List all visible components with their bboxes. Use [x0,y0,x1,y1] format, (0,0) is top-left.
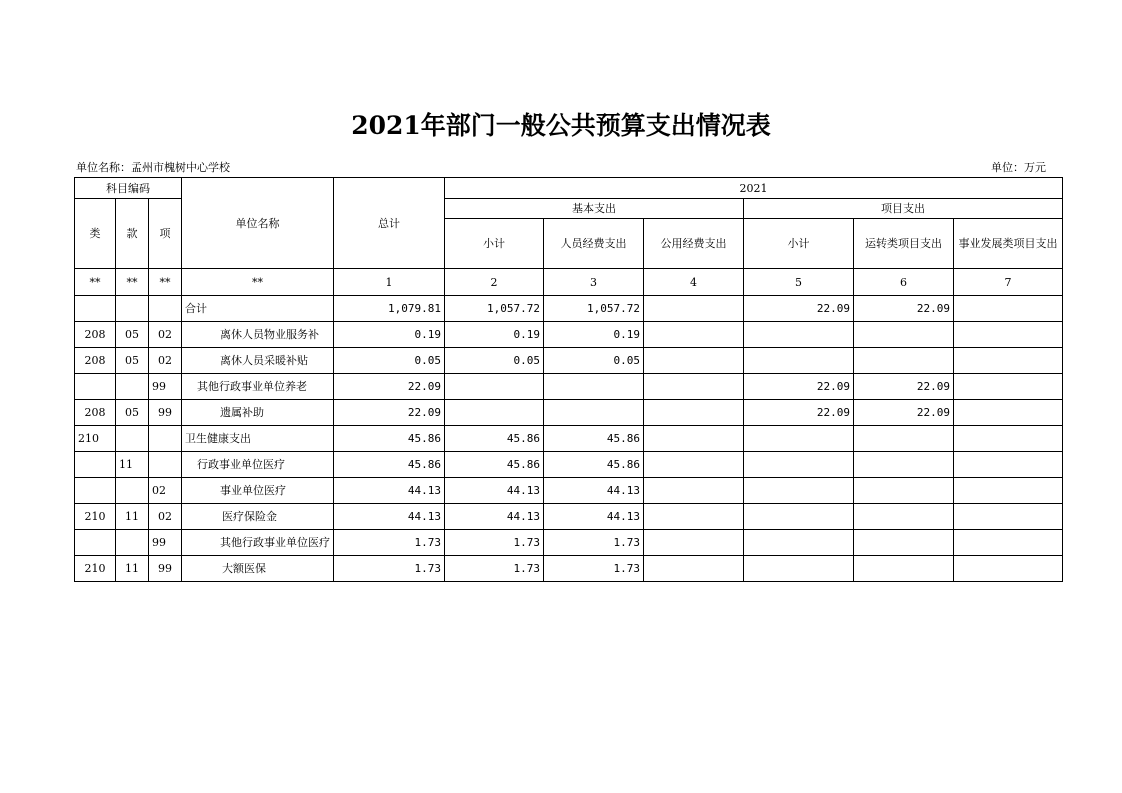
index-cell: 1 [334,269,445,296]
index-cell: 4 [644,269,744,296]
name-cell: 大额医保 [182,556,334,582]
personnel-cell [544,374,644,400]
code-xiang-cell: 02 [149,322,182,348]
personnel-cell: 44.13 [544,504,644,530]
header-public: 公用经费支出 [644,219,744,269]
header-project-subtotal: 小计 [744,219,854,269]
header-transport: 运转类项目支出 [854,219,954,269]
budget-table [74,177,1063,582]
total-cell: 1.73 [334,556,445,582]
basic-subtotal-cell: 1,057.72 [445,296,544,322]
name-cell: 离休人员采暖补贴 [182,348,334,374]
header-project: 项目支出 [744,199,1063,219]
index-cell: 2 [445,269,544,296]
development-cell [954,478,1063,504]
public-cell [644,296,744,322]
code-kuan-cell: 11 [116,504,149,530]
total-cell: 1.73 [334,530,445,556]
transport-cell: 22.09 [854,296,954,322]
code-lei-cell [75,374,116,400]
header-code: 科目编码 [75,178,182,199]
public-cell [644,530,744,556]
code-kuan-cell [116,478,149,504]
development-cell [954,296,1063,322]
name-cell: 医疗保险金 [182,504,334,530]
project-subtotal-cell: 22.09 [744,400,854,426]
name-cell: 合计 [182,296,334,322]
code-xiang-cell: 99 [149,374,182,400]
basic-subtotal-cell: 0.05 [445,348,544,374]
code-kuan-cell [116,426,149,452]
total-cell: 22.09 [334,400,445,426]
index-cell: 5 [744,269,854,296]
page-title: 2021年部门一般公共预算支出情况表 [351,111,771,140]
total-cell: 1,079.81 [334,296,445,322]
code-lei-cell: 210 [75,504,116,530]
project-subtotal-cell [744,478,854,504]
code-kuan-cell [116,374,149,400]
project-subtotal-cell: 22.09 [744,374,854,400]
project-subtotal-cell [744,504,854,530]
total-cell: 44.13 [334,478,445,504]
basic-subtotal-cell: 1.73 [445,530,544,556]
total-cell: 45.86 [334,426,445,452]
code-kuan-cell: 05 [116,348,149,374]
development-cell [954,452,1063,478]
development-cell [954,400,1063,426]
code-lei-cell: 208 [75,400,116,426]
public-cell [644,478,744,504]
index-cell: ** [75,269,116,296]
code-xiang-cell: 99 [149,530,182,556]
personnel-cell: 45.86 [544,426,644,452]
name-cell: 其他行政事业单位医疗 [182,530,334,556]
basic-subtotal-cell: 44.13 [445,504,544,530]
name-cell: 遗属补助 [182,400,334,426]
transport-cell [854,478,954,504]
code-lei-cell [75,296,116,322]
index-cell: ** [182,269,334,296]
project-subtotal-cell: 22.09 [744,296,854,322]
total-cell: 22.09 [334,374,445,400]
transport-cell [854,530,954,556]
table-row [75,374,1063,400]
total-cell: 0.19 [334,322,445,348]
code-xiang-cell: 02 [149,504,182,530]
table-row [75,322,1063,348]
total-cell: 45.86 [334,452,445,478]
code-lei-cell: 208 [75,322,116,348]
code-xiang-cell: 99 [149,400,182,426]
development-cell [954,530,1063,556]
code-lei-cell [75,530,116,556]
transport-cell [854,426,954,452]
code-lei-cell: 210 [75,426,116,452]
index-cell: 3 [544,269,644,296]
table-row [75,452,1063,478]
development-cell [954,556,1063,582]
transport-cell [854,348,954,374]
header-total: 总计 [334,178,445,269]
basic-subtotal-cell: 45.86 [445,426,544,452]
personnel-cell: 1.73 [544,530,644,556]
name-cell: 行政事业单位医疗 [182,452,334,478]
basic-subtotal-cell [445,374,544,400]
personnel-cell: 44.13 [544,478,644,504]
project-subtotal-cell [744,452,854,478]
unit-name: 单位名称：孟州市槐树中心学校 [76,161,230,174]
development-cell [954,348,1063,374]
code-lei-cell: 208 [75,348,116,374]
code-xiang-cell [149,452,182,478]
code-xiang-cell: 02 [149,348,182,374]
basic-subtotal-cell: 0.19 [445,322,544,348]
code-kuan-cell [116,530,149,556]
public-cell [644,504,744,530]
index-row [75,269,1063,296]
project-subtotal-cell [744,556,854,582]
header-name: 单位名称 [182,178,334,269]
transport-cell [854,504,954,530]
transport-cell: 22.09 [854,374,954,400]
personnel-cell: 45.86 [544,452,644,478]
index-cell: ** [116,269,149,296]
project-subtotal-cell [744,426,854,452]
name-cell: 离休人员物业服务补 [182,322,334,348]
header-lei: 类 [75,199,116,269]
index-cell: 7 [954,269,1063,296]
personnel-cell: 1,057.72 [544,296,644,322]
unit-label: 单位：万元 [991,161,1046,174]
project-subtotal-cell [744,348,854,374]
code-kuan-cell [116,296,149,322]
header-kuan: 款 [116,199,149,269]
table-row [75,556,1063,582]
total-cell: 44.13 [334,504,445,530]
public-cell [644,426,744,452]
code-kuan-cell: 11 [116,556,149,582]
project-subtotal-cell [744,322,854,348]
code-lei-cell [75,478,116,504]
header-basic: 基本支出 [445,199,744,219]
header-xiang: 项 [149,199,182,269]
code-kuan-cell: 11 [116,452,149,478]
basic-subtotal-cell: 45.86 [445,452,544,478]
table-row [75,400,1063,426]
personnel-cell: 1.73 [544,556,644,582]
public-cell [644,556,744,582]
code-lei-cell [75,452,116,478]
transport-cell [854,556,954,582]
index-cell: ** [149,269,182,296]
personnel-cell [544,400,644,426]
transport-cell: 22.09 [854,400,954,426]
code-kuan-cell: 05 [116,400,149,426]
total-cell: 0.05 [334,348,445,374]
table-row [75,478,1063,504]
table-row [75,348,1063,374]
development-cell [954,322,1063,348]
code-xiang-cell [149,426,182,452]
code-kuan-cell: 05 [116,322,149,348]
table-row [75,426,1063,452]
personnel-cell: 0.05 [544,348,644,374]
name-cell: 卫生健康支出 [182,426,334,452]
table-row [75,504,1063,530]
header-development: 事业发展类项目支出 [954,219,1063,269]
name-cell: 其他行政事业单位养老 [182,374,334,400]
table-row [75,530,1063,556]
basic-subtotal-cell: 1.73 [445,556,544,582]
transport-cell [854,452,954,478]
code-lei-cell: 210 [75,556,116,582]
transport-cell [854,322,954,348]
table-row [75,296,1063,322]
name-cell: 事业单位医疗 [182,478,334,504]
index-cell: 6 [854,269,954,296]
public-cell [644,322,744,348]
code-xiang-cell: 02 [149,478,182,504]
public-cell [644,400,744,426]
development-cell [954,504,1063,530]
development-cell [954,374,1063,400]
code-xiang-cell [149,296,182,322]
header-year: 2021 [445,178,1063,199]
code-xiang-cell: 99 [149,556,182,582]
basic-subtotal-cell: 44.13 [445,478,544,504]
header-basic-subtotal: 小计 [445,219,544,269]
header-personnel: 人员经费支出 [544,219,644,269]
development-cell [954,426,1063,452]
public-cell [644,452,744,478]
public-cell [644,348,744,374]
public-cell [644,374,744,400]
personnel-cell: 0.19 [544,322,644,348]
project-subtotal-cell [744,530,854,556]
basic-subtotal-cell [445,400,544,426]
